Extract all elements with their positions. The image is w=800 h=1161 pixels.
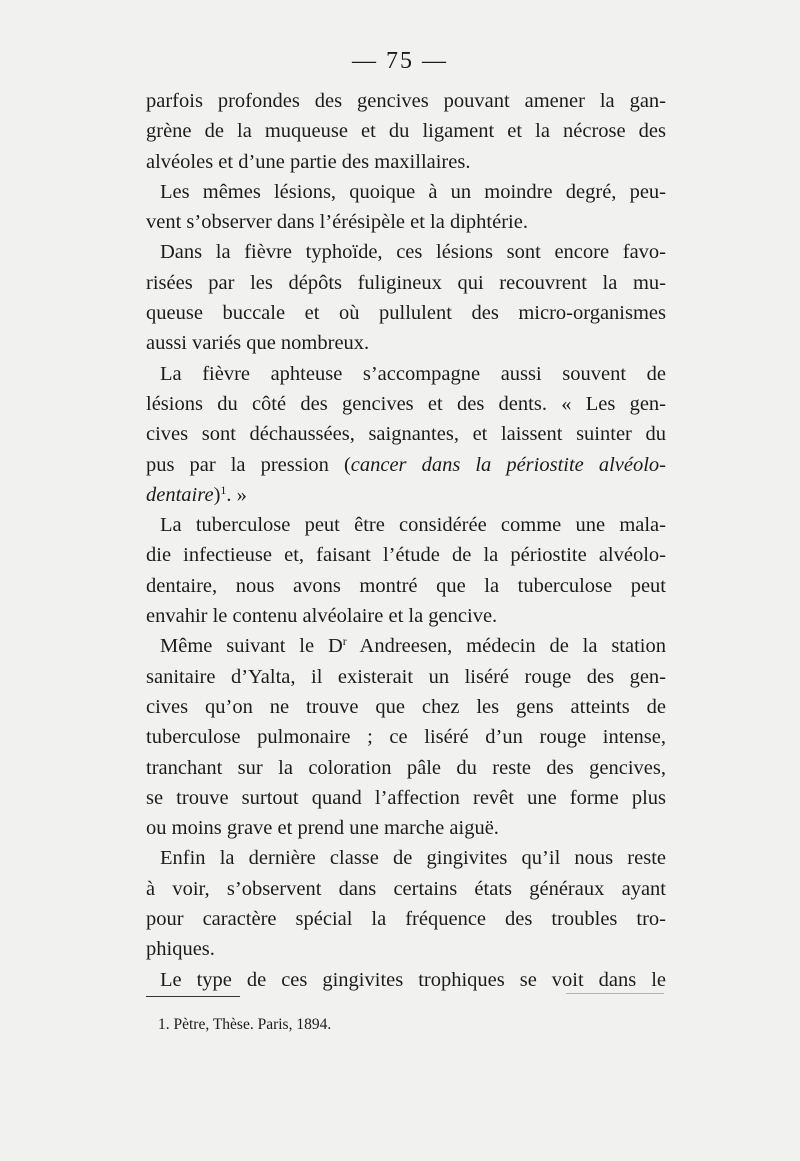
text-line: phiques. (146, 938, 215, 961)
text-line (146, 450, 666, 480)
body-text (146, 86, 666, 995)
text-line: aussi variés que nombreux. (146, 332, 370, 355)
text-line: Les mêmes lésions, quoique à un moindre degré, peu- (160, 180, 666, 203)
footnote-rule (146, 996, 240, 997)
text-line: pour caractère spécial la fréquence des troubles tro- (146, 908, 666, 931)
text-line: dentaire, nous avons montré que la tuberculose peut (146, 574, 666, 597)
text-line: alvéoles et d’une partie des maxillaires. (146, 150, 471, 173)
text-line: envahir le contenu alvéolaire et la gencive. (146, 605, 498, 628)
footnote: 1. Pètre, Thèse. Paris, 1894. (158, 1016, 332, 1033)
text-line: cives qu’on ne trouve que chez les gens atteints de (146, 695, 666, 718)
text-line: queuse buccale et où pullulent des micro-organismes (146, 302, 666, 325)
text-line: Le type de ces gingivites trophiques se voit dans le (160, 968, 666, 991)
italic-citation: dentaire (146, 483, 214, 506)
text-segment: ) (213, 483, 221, 506)
superscript: r (342, 634, 347, 649)
text-line (146, 631, 666, 661)
italic-citation: cancer dans la périostite alvéolo- (350, 453, 666, 476)
text-line: tranchant sur la coloration pâle du reste des gencives, (146, 756, 666, 779)
text-line: à voir, s’observent dans certains états généraux ayant (146, 877, 666, 900)
text-line: risées par les dépôts fuligineux qui recouvrent la mu- (146, 271, 666, 294)
text-line: tuberculose pulmonaire ; ce liséré d’un rouge intense, (146, 726, 666, 749)
text-line: parfois profondes des gencives pouvant amener la gan- (146, 90, 666, 112)
text-line: Enfin la dernière classe de gingivites qu’il nous reste (160, 847, 666, 870)
text-line: se trouve surtout quand l’affection revêt une forme plus (146, 786, 666, 809)
text-line: vent s’observer dans l’érésipèle et la diphtérie. (146, 211, 528, 234)
text-line: grène de la muqueuse et du ligament et la nécrose des (146, 120, 666, 143)
text-line: Dans la fièvre typhoïde, ces lésions sont encore favo- (160, 241, 666, 264)
divider (566, 993, 664, 994)
page-number: — 75 — (352, 48, 448, 74)
text-line: sanitaire d’Yalta, il existerait un liséré rouge des gen- (146, 665, 666, 688)
text-segment: Andreesen, médecin de la station (346, 635, 666, 658)
text-segment: pus par la pression ( (146, 453, 351, 476)
text-line: ou moins grave et prend une marche aiguë. (146, 817, 499, 840)
text-line: La tuberculose peut être considérée comme une mala- (160, 514, 666, 537)
text-segment: Même suivant le D (160, 635, 343, 658)
text-line: cives sont déchaussées, saignantes, et laissent suinter du (146, 423, 666, 446)
text-line: die infectieuse et, faisant l’étude de la périostite alvéolo- (146, 544, 666, 567)
text-line (146, 480, 666, 510)
text-line: lésions du côté des gencives et des dents. « Les gen- (146, 392, 666, 415)
footnote-marker: 1 (220, 482, 227, 497)
text-segment: . » (226, 483, 247, 506)
text-line: La fièvre aphteuse s’accompagne aussi souvent de (160, 362, 666, 385)
